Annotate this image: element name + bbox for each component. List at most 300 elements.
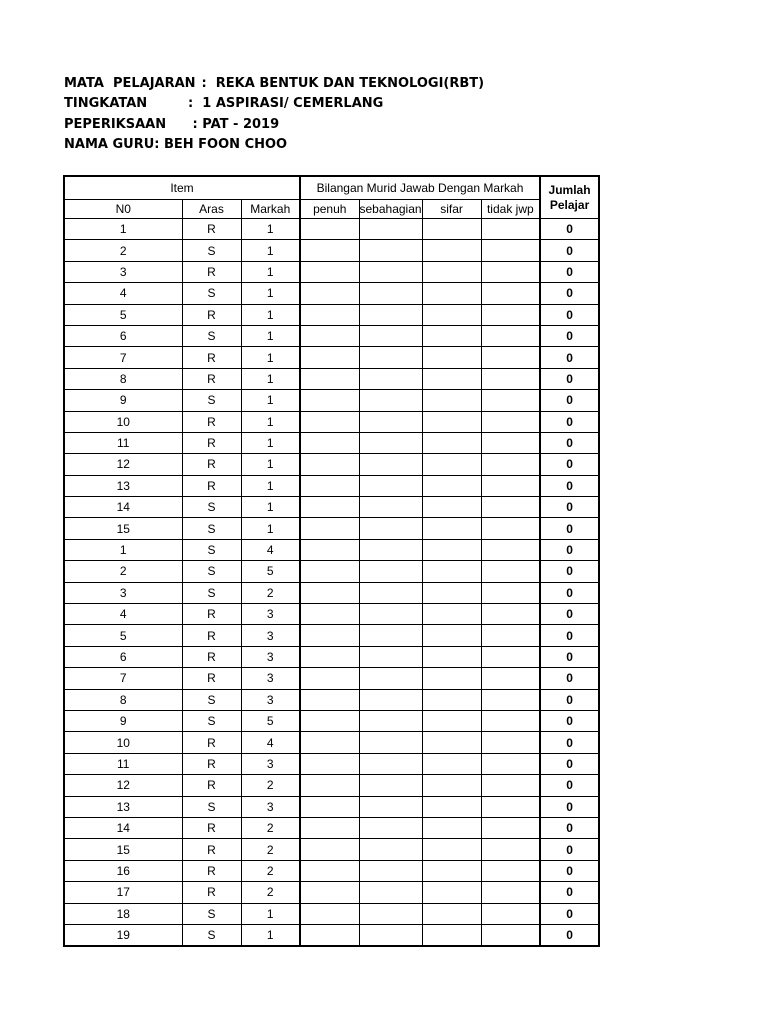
table-row	[64, 817, 599, 838]
cell-no: 1	[64, 539, 182, 560]
cell-aras: S	[182, 497, 241, 518]
cell-jumlah: 0	[540, 882, 599, 903]
cell-markah: 1	[241, 325, 300, 346]
cell-no: 6	[64, 325, 182, 346]
cell-tidak-jawab	[481, 625, 540, 646]
cell-penuh	[300, 839, 359, 860]
cell-jumlah: 0	[540, 219, 599, 240]
table-column-header-row	[64, 200, 599, 219]
cell-sifar	[422, 497, 481, 518]
cell-sifar	[422, 753, 481, 774]
cell-aras: R	[182, 817, 241, 838]
cell-sebahagian	[359, 518, 422, 539]
cell-penuh	[300, 561, 359, 582]
cell-sifar	[422, 368, 481, 389]
cell-jumlah: 0	[540, 518, 599, 539]
cell-sebahagian	[359, 817, 422, 838]
teacher-label: NAMA GURU: BEH FOON CHOO	[64, 136, 288, 152]
cell-sifar	[422, 924, 481, 946]
cell-sebahagian	[359, 689, 422, 710]
table-row	[64, 368, 599, 389]
cell-jumlah: 0	[540, 753, 599, 774]
cell-sifar	[422, 219, 481, 240]
cell-tidak-jawab	[481, 411, 540, 432]
cell-sebahagian	[359, 261, 422, 282]
col-header-sifar: sifar	[422, 200, 481, 219]
cell-jumlah: 0	[540, 261, 599, 282]
table-row	[64, 261, 599, 282]
cell-tidak-jawab	[481, 646, 540, 667]
cell-no: 7	[64, 668, 182, 689]
cell-no: 14	[64, 497, 182, 518]
cell-sifar	[422, 454, 481, 475]
table-row	[64, 240, 599, 261]
cell-no: 10	[64, 411, 182, 432]
cell-aras: R	[182, 304, 241, 325]
subject-value: REKA BENTUK DAN TEKNOLOGI(RBT)	[215, 76, 485, 91]
cell-markah: 1	[241, 240, 300, 261]
cell-no: 12	[64, 454, 182, 475]
jumlah-pelajar-header	[540, 176, 599, 219]
cell-sebahagian	[359, 219, 422, 240]
cell-sifar	[422, 304, 481, 325]
cell-sebahagian	[359, 561, 422, 582]
cell-tidak-jawab	[481, 518, 540, 539]
cell-markah: 3	[241, 796, 300, 817]
cell-tidak-jawab	[481, 903, 540, 924]
cell-aras: R	[182, 261, 241, 282]
jumlah-label: Jumlah	[548, 182, 591, 197]
cell-tidak-jawab	[481, 604, 540, 625]
cell-no: 8	[64, 689, 182, 710]
cell-markah: 1	[241, 497, 300, 518]
cell-tidak-jawab	[481, 475, 540, 496]
cell-aras: R	[182, 347, 241, 368]
cell-penuh	[300, 582, 359, 603]
cell-no: 7	[64, 347, 182, 368]
cell-penuh	[300, 924, 359, 946]
cell-penuh	[300, 454, 359, 475]
cell-penuh	[300, 497, 359, 518]
level-label: TINGKATAN	[64, 96, 148, 112]
cell-aras: R	[182, 219, 241, 240]
table-row	[64, 390, 599, 411]
cell-penuh	[300, 753, 359, 774]
cell-tidak-jawab	[481, 219, 540, 240]
cell-penuh	[300, 732, 359, 753]
cell-aras: S	[182, 240, 241, 261]
cell-sifar	[422, 860, 481, 881]
cell-markah: 1	[241, 454, 300, 475]
cell-aras: S	[182, 561, 241, 582]
cell-aras: S	[182, 710, 241, 731]
cell-markah: 5	[241, 710, 300, 731]
cell-jumlah: 0	[540, 454, 599, 475]
cell-tidak-jawab	[481, 368, 540, 389]
header-teacher-line	[64, 135, 484, 155]
col-header-no: N0	[64, 200, 182, 219]
cell-no: 16	[64, 860, 182, 881]
table-row	[64, 753, 599, 774]
cell-sifar	[422, 539, 481, 560]
cell-no: 19	[64, 924, 182, 946]
cell-no: 10	[64, 732, 182, 753]
cell-markah: 1	[241, 475, 300, 496]
cell-markah: 2	[241, 582, 300, 603]
cell-penuh	[300, 882, 359, 903]
cell-markah: 1	[241, 518, 300, 539]
cell-penuh	[300, 796, 359, 817]
table-row	[64, 775, 599, 796]
cell-penuh	[300, 860, 359, 881]
cell-aras: S	[182, 796, 241, 817]
cell-aras: S	[182, 390, 241, 411]
col-header-penuh: penuh	[300, 200, 359, 219]
cell-sebahagian	[359, 347, 422, 368]
col-header-aras: Aras	[182, 200, 241, 219]
cell-sebahagian	[359, 390, 422, 411]
header-subject-line	[64, 74, 484, 94]
cell-jumlah: 0	[540, 390, 599, 411]
cell-penuh	[300, 646, 359, 667]
table-row	[64, 924, 599, 946]
cell-penuh	[300, 325, 359, 346]
cell-no: 8	[64, 368, 182, 389]
table-row	[64, 539, 599, 560]
cell-sifar	[422, 796, 481, 817]
cell-penuh	[300, 689, 359, 710]
cell-markah: 2	[241, 882, 300, 903]
table-row	[64, 839, 599, 860]
cell-tidak-jawab	[481, 710, 540, 731]
cell-penuh	[300, 775, 359, 796]
table-row	[64, 411, 599, 432]
cell-sifar	[422, 347, 481, 368]
cell-markah: 4	[241, 732, 300, 753]
cell-no: 9	[64, 710, 182, 731]
cell-aras: S	[182, 689, 241, 710]
cell-sebahagian	[359, 775, 422, 796]
cell-jumlah: 0	[540, 475, 599, 496]
cell-no: 15	[64, 518, 182, 539]
cell-tidak-jawab	[481, 497, 540, 518]
cell-jumlah: 0	[540, 839, 599, 860]
subject-label: MATA PELAJARAN	[64, 76, 196, 91]
cell-jumlah: 0	[540, 903, 599, 924]
cell-sebahagian	[359, 625, 422, 646]
table-row	[64, 582, 599, 603]
cell-tidak-jawab	[481, 668, 540, 689]
cell-sifar	[422, 518, 481, 539]
cell-sifar	[422, 582, 481, 603]
table-row	[64, 882, 599, 903]
cell-jumlah: 0	[540, 625, 599, 646]
cell-markah: 1	[241, 219, 300, 240]
cell-penuh	[300, 261, 359, 282]
cell-sifar	[422, 668, 481, 689]
cell-markah: 2	[241, 817, 300, 838]
cell-aras: R	[182, 625, 241, 646]
cell-aras: R	[182, 839, 241, 860]
cell-no: 18	[64, 903, 182, 924]
cell-no: 15	[64, 839, 182, 860]
cell-penuh	[300, 604, 359, 625]
cell-jumlah: 0	[540, 796, 599, 817]
cell-sebahagian	[359, 582, 422, 603]
cell-jumlah: 0	[540, 668, 599, 689]
cell-aras: R	[182, 604, 241, 625]
cell-sifar	[422, 646, 481, 667]
cell-markah: 2	[241, 839, 300, 860]
cell-jumlah: 0	[540, 732, 599, 753]
cell-sebahagian	[359, 839, 422, 860]
cell-markah: 1	[241, 390, 300, 411]
cell-jumlah: 0	[540, 240, 599, 261]
cell-markah: 2	[241, 860, 300, 881]
cell-sebahagian	[359, 796, 422, 817]
cell-markah: 3	[241, 689, 300, 710]
cell-markah: 2	[241, 775, 300, 796]
cell-aras: R	[182, 368, 241, 389]
cell-penuh	[300, 817, 359, 838]
cell-markah: 1	[241, 411, 300, 432]
cell-markah: 1	[241, 924, 300, 946]
cell-sebahagian	[359, 454, 422, 475]
cell-sebahagian	[359, 732, 422, 753]
cell-sebahagian	[359, 710, 422, 731]
cell-jumlah: 0	[540, 368, 599, 389]
cell-aras: R	[182, 432, 241, 453]
table-row	[64, 518, 599, 539]
cell-no: 6	[64, 646, 182, 667]
cell-penuh	[300, 432, 359, 453]
table-row	[64, 796, 599, 817]
cell-sebahagian	[359, 325, 422, 346]
subject-separator: :	[197, 76, 216, 91]
cell-sebahagian	[359, 753, 422, 774]
table-row	[64, 625, 599, 646]
cell-sebahagian	[359, 411, 422, 432]
cell-sifar	[422, 732, 481, 753]
cell-sebahagian	[359, 304, 422, 325]
cell-jumlah: 0	[540, 283, 599, 304]
cell-aras: S	[182, 518, 241, 539]
cell-sifar	[422, 817, 481, 838]
cell-tidak-jawab	[481, 689, 540, 710]
cell-tidak-jawab	[481, 261, 540, 282]
cell-aras: R	[182, 646, 241, 667]
cell-sifar	[422, 710, 481, 731]
table-row	[64, 219, 599, 240]
cell-aras: R	[182, 860, 241, 881]
cell-markah: 1	[241, 903, 300, 924]
cell-tidak-jawab	[481, 561, 540, 582]
cell-penuh	[300, 625, 359, 646]
cell-jumlah: 0	[540, 710, 599, 731]
col-header-markah: Markah	[241, 200, 300, 219]
table-row	[64, 304, 599, 325]
cell-no: 3	[64, 582, 182, 603]
cell-sebahagian	[359, 604, 422, 625]
cell-markah: 5	[241, 561, 300, 582]
cell-tidak-jawab	[481, 924, 540, 946]
cell-sifar	[422, 775, 481, 796]
cell-aras: R	[182, 668, 241, 689]
cell-tidak-jawab	[481, 325, 540, 346]
cell-sifar	[422, 475, 481, 496]
table-row	[64, 646, 599, 667]
document-header	[64, 74, 484, 155]
cell-aras: R	[182, 882, 241, 903]
table-row	[64, 710, 599, 731]
cell-aras: S	[182, 924, 241, 946]
cell-jumlah: 0	[540, 924, 599, 946]
cell-no: 9	[64, 390, 182, 411]
cell-no: 5	[64, 625, 182, 646]
cell-tidak-jawab	[481, 817, 540, 838]
cell-penuh	[300, 219, 359, 240]
table-row	[64, 732, 599, 753]
cell-penuh	[300, 539, 359, 560]
item-group-header: Item	[64, 176, 300, 200]
cell-sifar	[422, 432, 481, 453]
cell-tidak-jawab	[481, 775, 540, 796]
cell-sifar	[422, 689, 481, 710]
cell-sebahagian	[359, 646, 422, 667]
cell-markah: 1	[241, 261, 300, 282]
table-row	[64, 561, 599, 582]
cell-sifar	[422, 411, 481, 432]
cell-sebahagian	[359, 860, 422, 881]
table-row	[64, 475, 599, 496]
cell-sebahagian	[359, 283, 422, 304]
cell-penuh	[300, 668, 359, 689]
cell-aras: R	[182, 753, 241, 774]
cell-tidak-jawab	[481, 432, 540, 453]
table-row	[64, 860, 599, 881]
cell-no: 14	[64, 817, 182, 838]
cell-sebahagian	[359, 668, 422, 689]
table-row	[64, 604, 599, 625]
cell-tidak-jawab	[481, 839, 540, 860]
cell-markah: 1	[241, 304, 300, 325]
cell-aras: S	[182, 539, 241, 560]
cell-sifar	[422, 625, 481, 646]
level-value: 1 ASPIRASI/ CEMERLANG	[202, 96, 384, 112]
cell-penuh	[300, 475, 359, 496]
pelajar-label: Pelajar	[549, 197, 590, 212]
cell-no: 4	[64, 604, 182, 625]
table-group-header-row	[64, 176, 599, 200]
table-row	[64, 347, 599, 368]
cell-sebahagian	[359, 903, 422, 924]
cell-jumlah: 0	[540, 775, 599, 796]
cell-jumlah: 0	[540, 497, 599, 518]
cell-sebahagian	[359, 497, 422, 518]
cell-jumlah: 0	[540, 817, 599, 838]
cell-jumlah: 0	[540, 561, 599, 582]
cell-tidak-jawab	[481, 390, 540, 411]
table-row	[64, 497, 599, 518]
cell-aras: R	[182, 454, 241, 475]
exam-value: PAT - 2019	[202, 116, 280, 132]
cell-jumlah: 0	[540, 539, 599, 560]
cell-penuh	[300, 283, 359, 304]
cell-jumlah: 0	[540, 604, 599, 625]
exam-separator: :	[188, 116, 203, 132]
cell-no: 13	[64, 475, 182, 496]
cell-no: 11	[64, 432, 182, 453]
cell-jumlah: 0	[540, 689, 599, 710]
cell-jumlah: 0	[540, 347, 599, 368]
cell-markah: 3	[241, 646, 300, 667]
cell-sifar	[422, 882, 481, 903]
cell-aras: S	[182, 325, 241, 346]
cell-sifar	[422, 390, 481, 411]
cell-sebahagian	[359, 539, 422, 560]
cell-jumlah: 0	[540, 411, 599, 432]
cell-penuh	[300, 903, 359, 924]
cell-penuh	[300, 240, 359, 261]
cell-markah: 1	[241, 432, 300, 453]
cell-penuh	[300, 390, 359, 411]
table-row	[64, 668, 599, 689]
cell-tidak-jawab	[481, 240, 540, 261]
cell-markah: 4	[241, 539, 300, 560]
cell-no: 4	[64, 283, 182, 304]
cell-penuh	[300, 518, 359, 539]
cell-markah: 3	[241, 668, 300, 689]
cell-markah: 1	[241, 347, 300, 368]
cell-penuh	[300, 368, 359, 389]
cell-no: 3	[64, 261, 182, 282]
cell-no: 2	[64, 240, 182, 261]
cell-sebahagian	[359, 432, 422, 453]
marks-table	[63, 175, 600, 947]
level-separator: :	[188, 96, 203, 112]
exam-label: PEPERIKSAAN	[64, 116, 167, 132]
header-level-line	[64, 94, 484, 114]
col-header-sebahagian: sebahagian	[359, 200, 422, 219]
cell-markah: 3	[241, 625, 300, 646]
cell-aras: S	[182, 903, 241, 924]
table-row	[64, 689, 599, 710]
table-row	[64, 283, 599, 304]
cell-aras: S	[182, 582, 241, 603]
cell-no: 11	[64, 753, 182, 774]
cell-sifar	[422, 261, 481, 282]
cell-sebahagian	[359, 924, 422, 946]
table-row	[64, 325, 599, 346]
cell-tidak-jawab	[481, 454, 540, 475]
cell-no: 17	[64, 882, 182, 903]
cell-tidak-jawab	[481, 882, 540, 903]
col-header-tidak-jawab: tidak jwp	[481, 200, 540, 219]
cell-sifar	[422, 604, 481, 625]
cell-penuh	[300, 411, 359, 432]
cell-no: 5	[64, 304, 182, 325]
cell-penuh	[300, 304, 359, 325]
cell-markah: 1	[241, 283, 300, 304]
cell-jumlah: 0	[540, 432, 599, 453]
cell-sifar	[422, 839, 481, 860]
cell-sifar	[422, 903, 481, 924]
cell-aras: R	[182, 732, 241, 753]
cell-sifar	[422, 283, 481, 304]
cell-sifar	[422, 325, 481, 346]
cell-sebahagian	[359, 240, 422, 261]
cell-tidak-jawab	[481, 582, 540, 603]
